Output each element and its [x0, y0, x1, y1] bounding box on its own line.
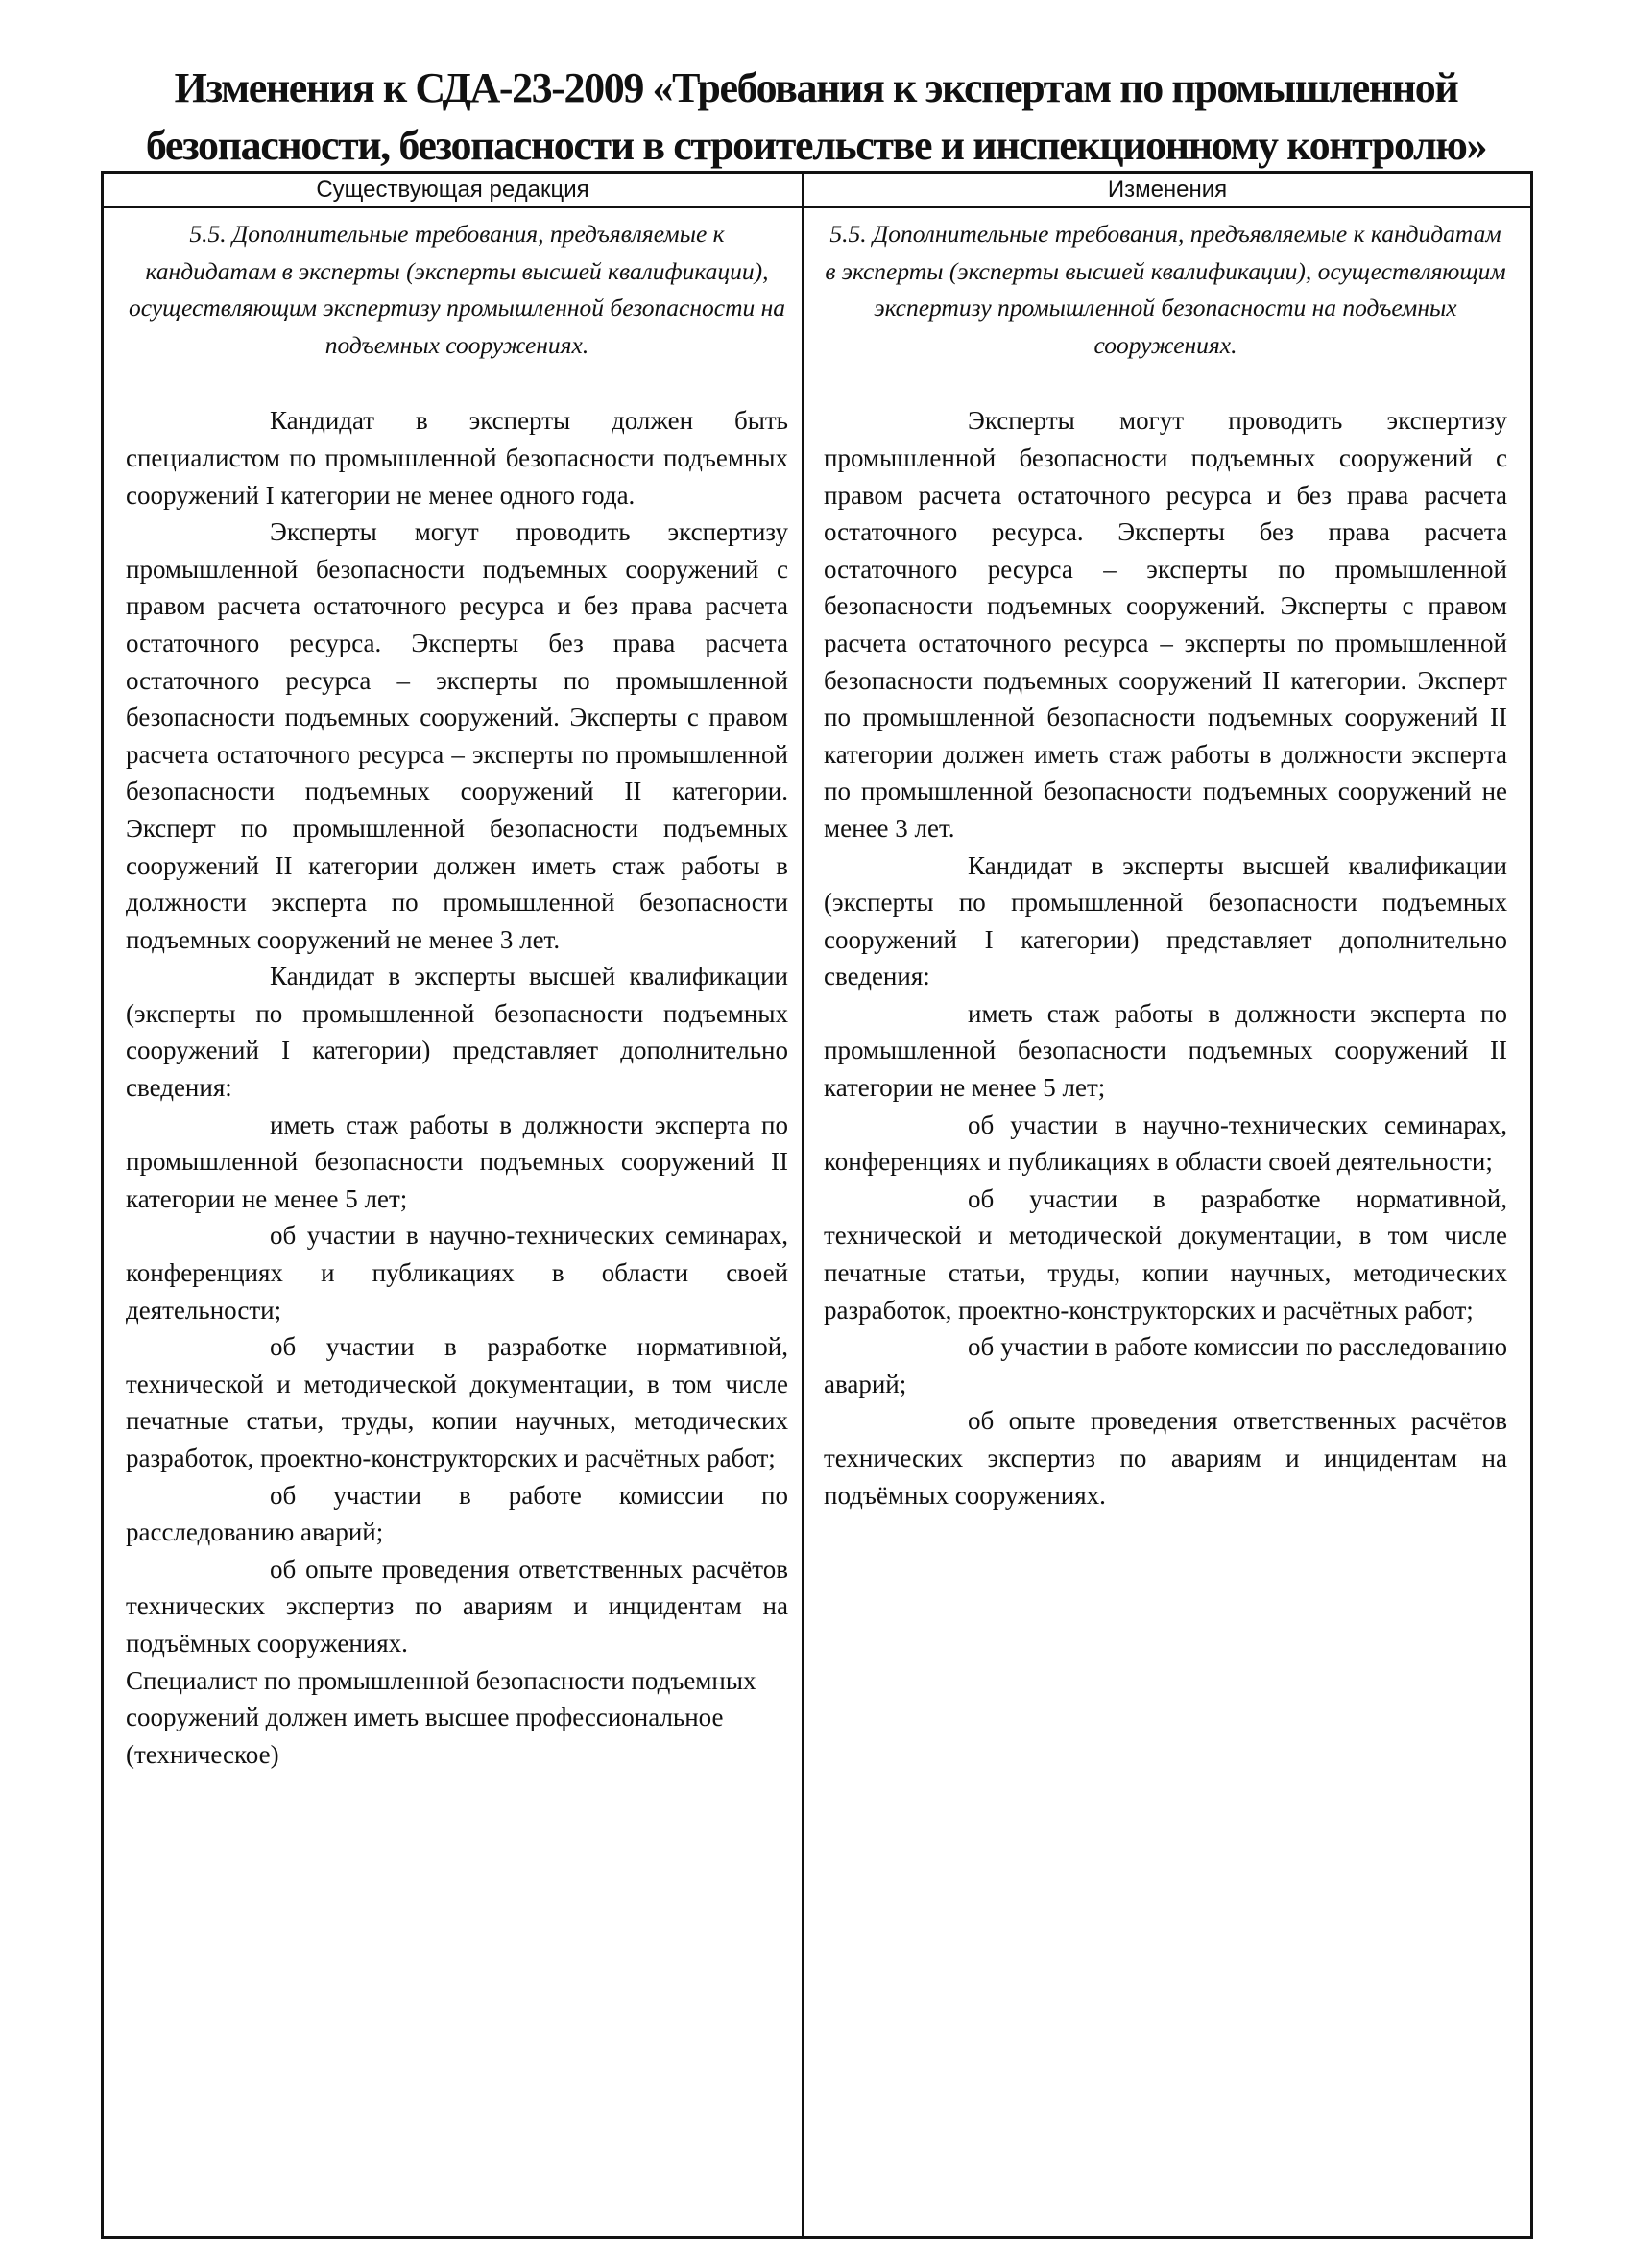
existing-paragraph: об опыте проведения ответственных расчётов технических экспертиз по авариям и инцидентам на подъёмных сооружениях. — [126, 1554, 788, 1658]
existing-paragraph: Эксперты могут проводить экспертизу промышленной безопасности подъемных сооружений с правом расчета остаточного ресурса и без права расчета остаточного ресурса. Эксперты без права расчета остаточного ресурса – эксперты по промышленной безопасности подъемных сооружений. Эксперты с правом расчета остаточного ресурса – эксперты по промышленной безопасности подъемных сооружений II категории. Эксперт по промышленной безопасности подъемных сооружений II категории должен иметь стаж работы в должности эксперта по промышленной безопасности подъемных сооружений не менее 3 лет. — [126, 517, 788, 954]
existing-paragraph: иметь стаж работы в должности эксперта по промышленной безопасности подъемных сооружений II категории не менее 5 лет; — [126, 1110, 788, 1213]
existing-paragraph: об участии в работе комиссии по расследованию аварий; — [126, 1480, 788, 1547]
existing-paragraph: Кандидат в эксперты высшей квалификации (эксперты по промышленной безопасности подъемных сооружений I категории) представляет дополнительно сведения: — [126, 962, 788, 1103]
existing-paragraph: Кандидат в эксперты должен быть специалистом по промышленной безопасности подъемных сооружений I категории не менее одного года. — [126, 406, 788, 510]
existing-paragraph: об участии в научно-технических семинарах, конференциях и публикациях в области своей деятельности; — [126, 1221, 788, 1325]
title-line-1: Изменения к СДА-23-2009 «Требования к экспертам по промышленной — [174, 64, 1458, 111]
title-line-2: безопасности, безопасности в строительстве и инспекционному контролю» — [145, 122, 1487, 169]
changes-column — [824, 216, 1507, 1514]
existing-section-title: 5.5. Дополнительные требования, предъявляемые к кандидатам в эксперты (эксперты высшей квалификации), осуществляющим экспертизу промышленной безопасности на подъемных сооружениях. — [128, 220, 786, 359]
table-header-row — [104, 174, 1530, 208]
header-existing-version: Существующая редакция — [316, 177, 589, 203]
changes-paragraph: об опыте проведения ответственных расчётов технических экспертиз по авариям и инцидентам на подъёмных сооружениях. — [824, 1406, 1507, 1510]
changes-paragraph: иметь стаж работы в должности эксперта по промышленной безопасности подъемных сооружений II категории не менее 5 лет; — [824, 998, 1507, 1103]
changes-paragraph: об участии в работе комиссии по расследованию аварий; — [824, 1332, 1507, 1398]
comparison-table — [101, 171, 1533, 2239]
changes-paragraph: об участии в научно-технических семинарах, конференциях и публикациях в области своей деятельности; — [824, 1110, 1507, 1177]
existing-trailing-paragraph: Специалист по промышленной безопасности подъемных сооружений должен иметь высшее профессиональное (техническое) — [126, 1665, 756, 1769]
changes-paragraph: Кандидат в эксперты высшей квалификации (эксперты по промышленной безопасности подъемных сооружений I категории) представляет дополнительно сведения: — [824, 850, 1507, 991]
changes-paragraph: об участии в разработке нормативной, технической и методической документации, в том числе печатные статьи, труды, копии научных, методических разработок, проектно-конструкторских и расчётных работ; — [824, 1183, 1507, 1325]
column-divider — [802, 174, 804, 2236]
document-title — [96, 60, 1536, 175]
header-changes: Изменения — [1107, 177, 1228, 203]
existing-paragraph: об участии в разработке нормативной, технической и методической документации, в том числе печатные статьи, труды, копии научных, методических разработок, проектно-конструкторских и расчётных работ; — [126, 1332, 788, 1472]
changes-section-title: 5.5. Дополнительные требования, предъявляемые к кандидатам в эксперты (эксперты высшей квалификации), осуществляющим экспертизу промышленной безопасности на подъемных сооружениях. — [825, 220, 1506, 359]
changes-paragraph: Эксперты могут проводить экспертизу промышленной безопасности подъемных сооружений с правом расчета остаточного ресурса и без права расчета остаточного ресурса. Эксперты без права расчета остаточного ресурса – эксперты по промышленной безопасности подъемных сооружений. Эксперты с правом расчета остаточного ресурса – эксперты по промышленной безопасности подъемных сооружений II категории. Эксперт по промышленной безопасности подъемных сооружений II категории должен иметь стаж работы в должности эксперта по промышленной безопасности подъемных сооружений не менее 3 лет. — [824, 406, 1507, 843]
existing-version-column — [126, 216, 788, 1773]
